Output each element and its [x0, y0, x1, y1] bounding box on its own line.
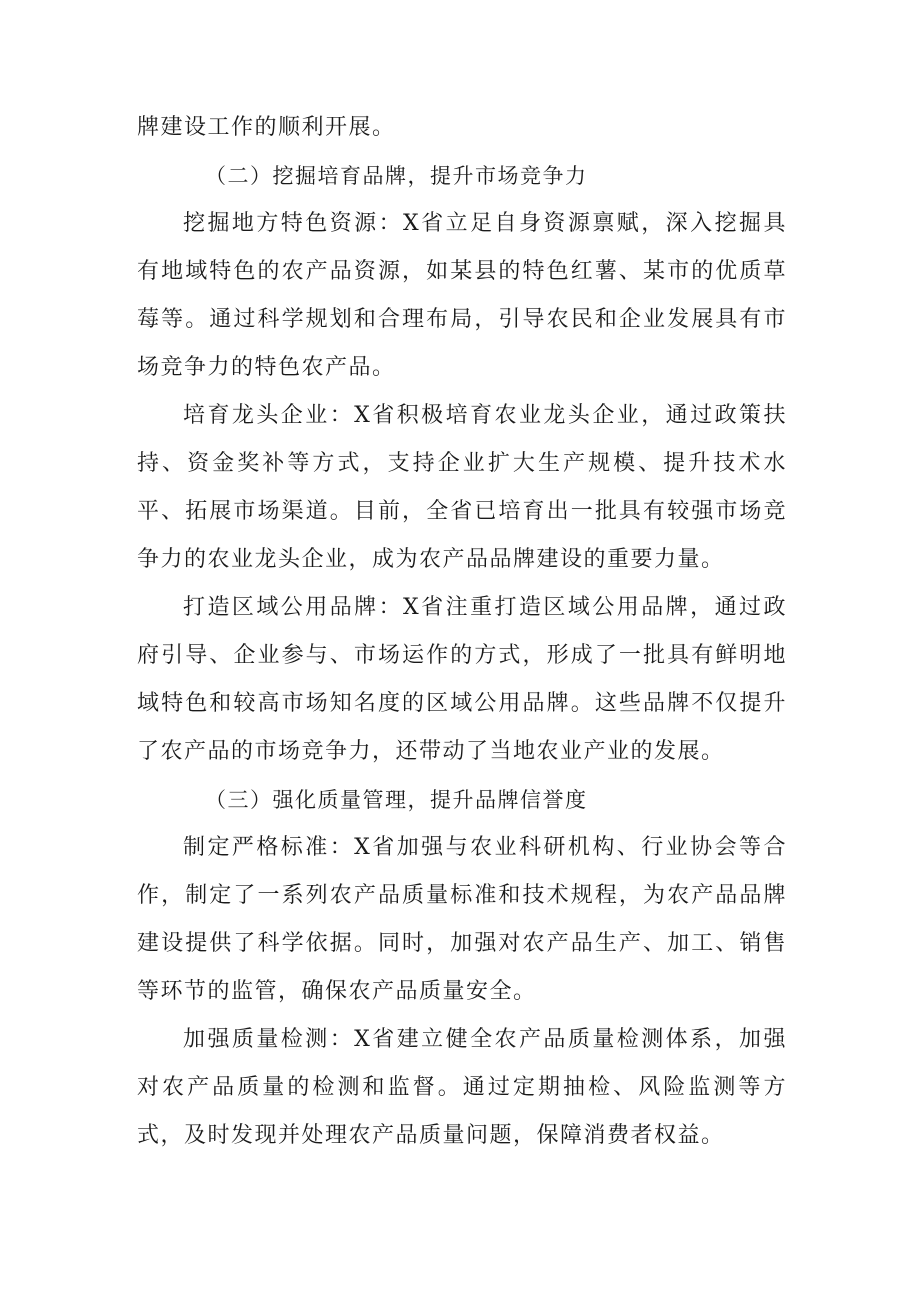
paragraph-strict-standards: 制定严格标准：X省加强与农业科研机构、行业协会等合作，制定了一系列农产品质量标准和技术规程，为农产品品牌建设提供了科学依据。同时，加强对农产品生产、加工、销售等环节的监管，确保农产品质量安全。 — [137, 835, 787, 1004]
paragraph-continuation: 牌建设工作的顺利开展。 — [137, 115, 396, 140]
section-heading-3: （三）强化质量管理，提升品牌信誉度 — [205, 788, 588, 812]
paragraph-local-resources: 挖掘地方特色资源：X省立足自身资源禀赋，深入挖掘具有地域特色的农产品资源，如某县的特色红薯、某市的优质草莓等。通过科学规划和合理布局，引导农民和企业发展具有市场竞争力的特色农产品。 — [137, 211, 787, 380]
section-heading-2: （二）挖掘培育品牌，提升市场竞争力 — [205, 164, 588, 188]
paragraph-leading-enterprises: 培育龙头企业：X省积极培育农业龙头企业，通过政策扶持、资金奖补等方式，支持企业扩大生产规模、提升技术水平、拓展市场渠道。目前，全省已培育出一批具有较强市场竞争力的农业龙头企业，成为农产品品牌建设的重要力量。 — [137, 403, 787, 572]
paragraph-regional-brands: 打造区域公用品牌：X省注重打造区域公用品牌，通过政府引导、企业参与、市场运作的方式，形成了一批具有鲜明地域特色和较高市场知名度的区域公用品牌。这些品牌不仅提升了农产品的市场竞争力，还带动了当地农业产业的发展。 — [137, 595, 787, 764]
paragraph-quality-testing: 加强质量检测：X省建立健全农产品质量检测体系，加强对农产品质量的检测和监督。通过定期抽检、风险监测等方式，及时发现并处理农产品质量问题，保障消费者权益。 — [137, 1027, 787, 1148]
document-page — [137, 104, 787, 1160]
